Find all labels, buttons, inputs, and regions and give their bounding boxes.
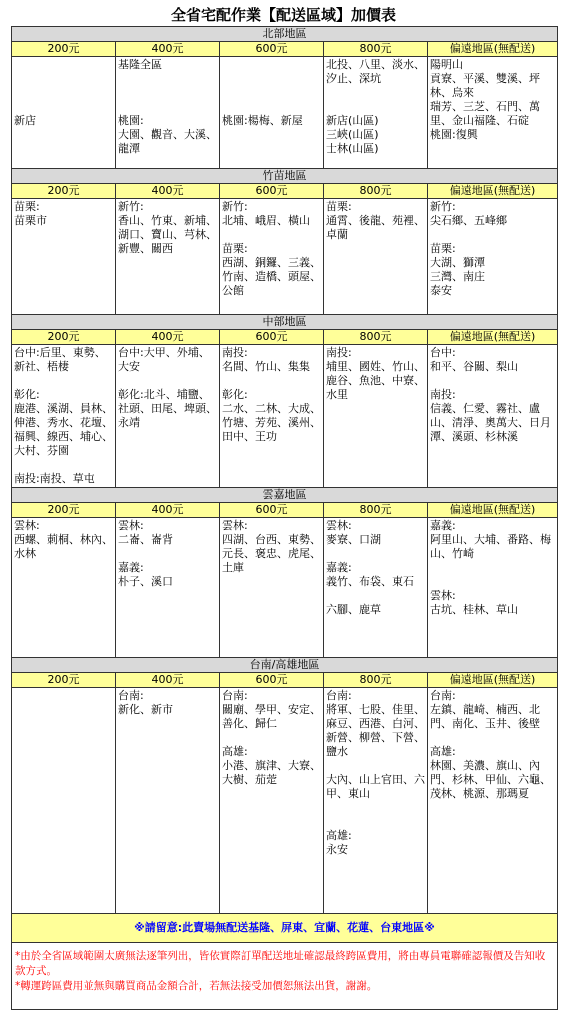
price-header-400: 400元 <box>116 503 220 518</box>
region-content-row <box>12 57 558 169</box>
region-header-yunlin-chiayi <box>12 488 558 503</box>
area-group: 南投: 埔里、國姓、竹山、鹿谷、魚池、中寮、水里 <box>326 346 425 401</box>
area-group: 彰化: 鹿港、溪湖、員林、伸港、秀水、花壇、福興、線西、埔心、大村、芬園 <box>14 388 113 457</box>
price-header-row <box>12 673 558 688</box>
area-cell-600 <box>220 57 324 169</box>
price-header-remote: 偏遠地區(無配送) <box>428 673 558 688</box>
area-group: 桃園: 大園、觀音、大溪、龍潭 <box>118 114 217 155</box>
region-header-hsinchu-miaoli <box>12 169 558 184</box>
region-content-row <box>12 518 558 658</box>
price-header-600: 600元 <box>220 673 324 688</box>
region-name: 北部地區 <box>12 27 558 42</box>
area-cell-remote <box>428 518 558 658</box>
area-group: 六腳、鹿草 <box>326 603 381 616</box>
price-header-800: 800元 <box>324 503 428 518</box>
area-group: 台南: 關廟、學甲、安定、善化、歸仁 <box>222 689 321 730</box>
price-header-400: 400元 <box>116 330 220 345</box>
area-group: 台中:后里、東勢、新社、梧棲 <box>14 346 106 373</box>
region-content-row <box>12 345 558 488</box>
area-group: 苗栗: 大湖、獅潭 三灣、南庄 泰安 <box>430 242 485 297</box>
price-header-200: 200元 <box>12 673 116 688</box>
area-cell-600 <box>220 199 324 315</box>
region-content-row <box>12 199 558 315</box>
area-group: 大內、山上官田、六甲、東山 <box>326 773 425 800</box>
area-group: 台中:大甲、外埔、大安 <box>118 346 210 373</box>
area-cell-400 <box>116 199 220 315</box>
notes-cell <box>12 943 558 1010</box>
area-cell-800 <box>324 199 428 315</box>
area-cell-400 <box>116 57 220 169</box>
area-cell-200 <box>12 57 116 169</box>
price-header-400: 400元 <box>116 42 220 57</box>
notice-text: ※請留意:此賣場無配送基隆、屏東、宜蘭、花蓮、台東地區※ <box>12 914 558 943</box>
price-header-200: 200元 <box>12 330 116 345</box>
note-line: *由於全省區域範圍太廣無法逐筆列出，皆依實際訂單配送地址確認最終跨區費用，將由專員電聯確認報價及告知收款方式。 <box>15 950 546 977</box>
area-cell-400 <box>116 688 220 914</box>
area-group: 北投、八里、淡水、汐止、深坑 <box>326 58 425 85</box>
area-cell-200 <box>12 345 116 488</box>
area-group: 雲林: 古坑、桂林、草山 <box>430 589 518 616</box>
area-cell-remote <box>428 345 558 488</box>
price-header-remote: 偏遠地區(無配送) <box>428 330 558 345</box>
area-cell-remote <box>428 688 558 914</box>
area-group: 苗栗: 通霄、後龍、苑裡、卓蘭 <box>326 200 425 241</box>
price-header-200: 200元 <box>12 503 116 518</box>
region-name: 台南/高雄地區 <box>12 658 558 673</box>
area-group: 新店 <box>14 114 36 127</box>
area-cell-200 <box>12 688 116 914</box>
price-header-600: 600元 <box>220 503 324 518</box>
price-header-800: 800元 <box>324 330 428 345</box>
note-line: *轉運跨區費用並無與購買商品金額合計，若無法接受加價恕無法出貨，謝謝。 <box>15 980 378 992</box>
area-group: 彰化:北斗、埔鹽、社頭、田尾、埤頭、永靖 <box>118 388 217 429</box>
region-name: 雲嘉地區 <box>12 488 558 503</box>
price-header-remote: 偏遠地區(無配送) <box>428 503 558 518</box>
area-cell-800 <box>324 518 428 658</box>
area-group: 高雄: 永安 <box>326 829 352 856</box>
area-group: 嘉義: 阿里山、大埔、番路、梅山、竹崎 <box>430 519 551 560</box>
price-header-400: 400元 <box>116 673 220 688</box>
area-group: 新竹: 尖石鄉、五峰鄉 <box>430 200 507 227</box>
page-title: 全省宅配作業【配送區域】加價表 <box>170 6 396 24</box>
area-group: 基隆全區 <box>118 58 162 71</box>
area-cell-800 <box>324 345 428 488</box>
area-group: 雲林: 西螺、莿桐、林內、水林 <box>14 519 113 560</box>
area-group: 嘉義: 朴子、溪口 <box>118 561 173 588</box>
price-header-600: 600元 <box>220 42 324 57</box>
price-header-row <box>12 184 558 199</box>
region-header-north <box>12 27 558 42</box>
price-header-800: 800元 <box>324 42 428 57</box>
area-group: 南投: 名間、竹山、集集 <box>222 346 310 373</box>
area-group: 南投: 信義、仁愛、霧社、盧山、清淨、奧萬大、日月潭、溪頭、杉林溪 <box>430 388 551 443</box>
price-header-200: 200元 <box>12 42 116 57</box>
price-header-600: 600元 <box>220 184 324 199</box>
price-table <box>11 26 558 1010</box>
region-name: 中部地區 <box>12 315 558 330</box>
area-group: 新店(山區) 三峽(山區) 士林(山區) <box>326 114 379 155</box>
area-group: 陽明山 貢寮、平溪、雙溪、坪林、烏來 瑞芳、三芝、石門、萬里、金山福隆、石碇 桃園:復興 <box>430 58 540 141</box>
area-group: 台南: 左鎮、龍崎、楠西、北門、南化、玉井、後壁 <box>430 689 540 730</box>
area-cell-200 <box>12 199 116 315</box>
region-header-tainan-kaohsiung <box>12 658 558 673</box>
area-cell-800 <box>324 688 428 914</box>
area-cell-remote <box>428 57 558 169</box>
price-header-200: 200元 <box>12 184 116 199</box>
area-cell-400 <box>116 345 220 488</box>
price-header-row <box>12 503 558 518</box>
price-header-400: 400元 <box>116 184 220 199</box>
price-header-remote: 偏遠地區(無配送) <box>428 42 558 57</box>
area-cell-400 <box>116 518 220 658</box>
area-group: 雲林: 四湖、台西、東勢、元長、褒忠、虎尾、土庫 <box>222 519 321 574</box>
area-cell-800 <box>324 57 428 169</box>
area-group: 雲林: 麥寮、口湖 <box>326 519 381 546</box>
area-group: 雲林: 二崙、崙背 <box>118 519 173 546</box>
region-name: 竹苗地區 <box>12 169 558 184</box>
price-header-600: 600元 <box>220 330 324 345</box>
area-group: 台中: 和平、谷關、梨山 <box>430 346 518 373</box>
region-header-central <box>12 315 558 330</box>
area-cell-600 <box>220 345 324 488</box>
area-group: 彰化: 二水、二林、大成、竹塘、芳苑、溪州、田中、王功 <box>222 388 321 443</box>
price-header-remote: 偏遠地區(無配送) <box>428 184 558 199</box>
area-group: 高雄: 小港、旗津、大寮、大樹、茄萣 <box>222 745 321 786</box>
price-header-800: 800元 <box>324 673 428 688</box>
region-content-row <box>12 688 558 914</box>
area-cell-600 <box>220 688 324 914</box>
area-group: 台南: 新化、新市 <box>118 689 173 716</box>
area-cell-remote <box>428 199 558 315</box>
price-header-800: 800元 <box>324 184 428 199</box>
area-group: 高雄: 林園、美濃、旗山、內門、杉林、甲仙、六龜、茂林、桃源、那瑪夏 <box>430 745 551 800</box>
area-group: 新竹: 香山、竹東、新埔、湖口、寶山、芎林、新豐、關西 <box>118 200 217 255</box>
area-cell-200 <box>12 518 116 658</box>
area-group: 嘉義: 義竹、布袋、東石 <box>326 561 414 588</box>
area-group: 新竹: 北埔、峨眉、橫山 <box>222 200 310 227</box>
area-cell-600 <box>220 518 324 658</box>
area-group: 桃園:楊梅、新屋 <box>222 114 303 127</box>
area-group: 南投:南投、草屯 <box>14 472 95 485</box>
notice-row <box>12 914 558 943</box>
area-group: 苗栗: 苗栗市 <box>14 200 47 227</box>
notes-row <box>12 943 558 1010</box>
price-header-row <box>12 42 558 57</box>
price-header-row <box>12 330 558 345</box>
area-group: 苗栗: 西湖、銅鑼、三義、竹南、造橋、頭屋、公館 <box>222 242 321 297</box>
area-group: 台南: 將軍、七股、佳里、麻豆、西港、白河、新營、柳營、下營、鹽水 <box>326 689 425 758</box>
